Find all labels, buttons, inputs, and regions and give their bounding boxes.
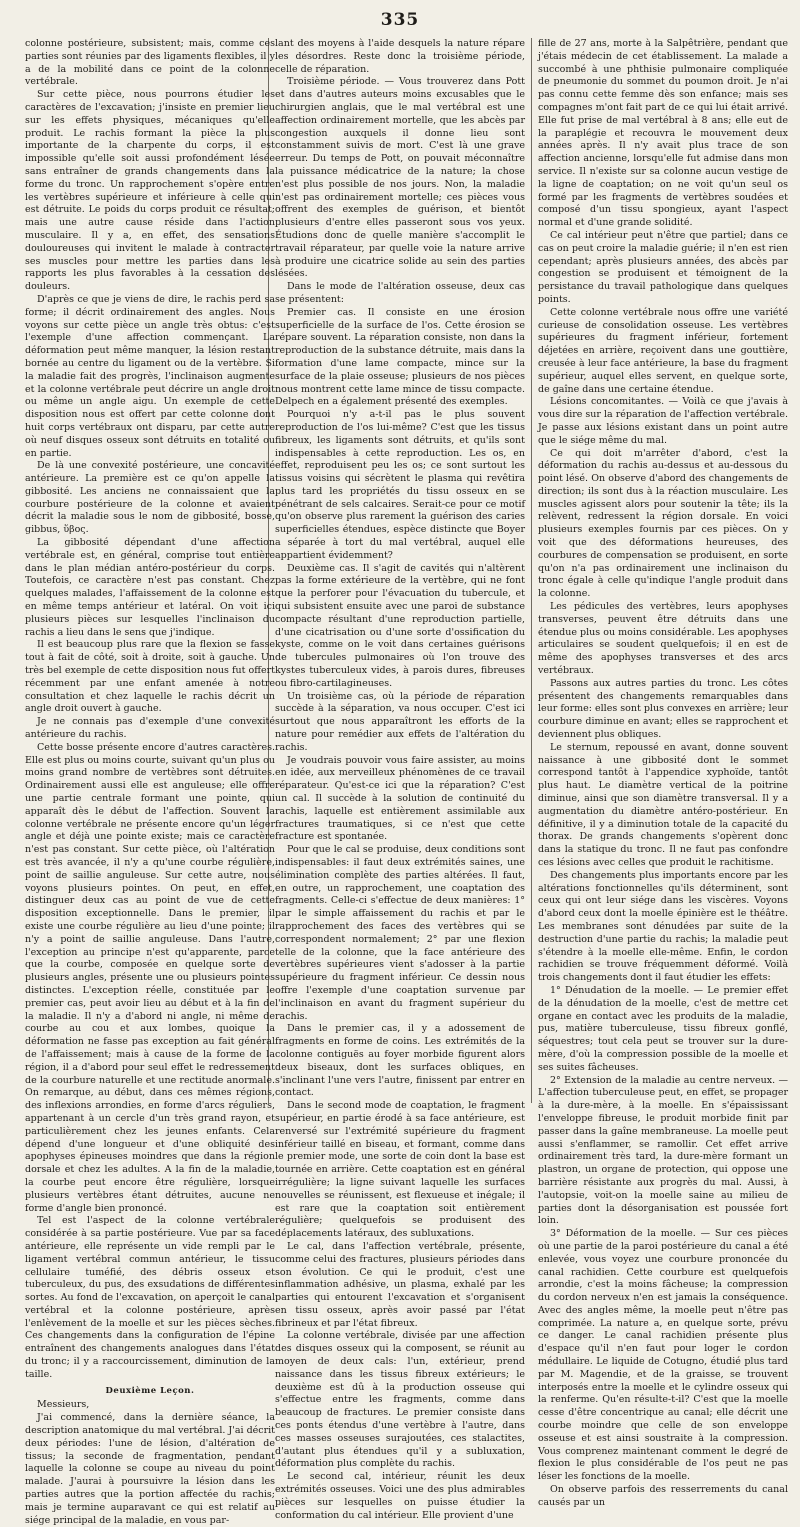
paragraph: Sur cette pièce, nous pourrons étudier les caractères de l'excavation; j'insiste en premier lieu sur les effets physiques, mécaniques qu'elle produit. Le rachis formant la pièce la plus importante de la charpente du corps, il est impossible qu'elle soit aussi profondément lésée sans entraîner de grands changements dans la forme du tronc. Un rapprochement s'opère entre les vertèbres supérieure et inférieure à celle qui est détruite. Le poids du corps produit ce résultat; mais une autre cause réside dans l'action musculaire. Il y a, en effet, des sensations douloureuses qui invitent le malade à contracter ses muscles pour mettre les parties dans les rapports les plus favorables à la cessation des douleurs.: [25, 89, 275, 293]
paragraph: Tel est l'aspect de la colonne vertébrale considérée à sa partie postérieure. Vue par sa face antérieure, elle représente un vide rempli par le ligament vertébral commun antérieur, le tissu cellulaire tuméfié, des débris osseux et tuberculeux, du pus, des exsudations de différentes sortes. Au fond de l'excavation, on aperçoit le canal vertébral et la colonne postérieure, après l'enlèvement de la moelle et sur les pièces sèches. Ces changements dans la configuration de l'épine entraînent des changements analogues dans l'état du tronc; il y a raccourcissement, diminution de la taille.: [25, 1215, 275, 1380]
paragraph: 2° Extension de la maladie au centre nerveux. — L'affection tuberculeuse peut, en effet, se propager à la dure-mère, à la moelle. En s'épaississant l'enveloppe fibreuse, le produit morbide finit par passer dans la gaîne membraneuse. La moelle peut aussi s'enflammer, se ramollir. Cet effet arrive ordinairement très tard, la dure-mère formant un plastron, un organe de protection, qui oppose une barrière résistante aux progrès du mal. Aussi, à l'autopsie, voit-on la moelle saine au milieu de parties dont la désorganisation est poussée fort loin.: [538, 1074, 788, 1227]
paragraph: Dans le second mode de coaptation, le fragment supérieur, en partie érodé à sa face antérieure, est renversé sur l'extrémité supérieure du fragment inférieur taillé en biseau, et formant, comme dans le premier mode, une sorte de coin dont la base est tournée en arrière. Cette coaptation est en général irrégulière; la ligne suivant laquelle les surfaces nouvelles se réunissent, est flexueuse et inégale; il est rare que la coaptation soit entièrement régulière; quelquefois se produisent des déplacements latéraux, des subluxations.: [275, 1100, 525, 1240]
middle-column: [275, 38, 525, 1521]
paragraph: Dans le premier cas, il y a adossement de fragments en forme de coins. Les extrémités de la colonne contiguës au foyer morbide figurent alors deux biseaux, dont les surfaces obliques, en s'inclinant l'une vers l'autre, finissent par entrer en contact.: [275, 1023, 525, 1099]
paragraph: colonne postérieure, subsistent; mais, comme ces parties sont réunies par des ligaments flexibles, il y a de la mobilité dans ce point de la colonne vertébrale.: [25, 38, 275, 88]
paragraph: Cette bosse présente encore d'autres caractères. Elle est plus ou moins courte, suivant qu'un plus ou moins grand nombre de vertèbres sont détruites. Ordinairement aussi elle est anguleuse; elle offre une partie centrale formant une pointe, qui apparaît dès le début de l'affection. Souvent la colonne vertébrale ne présente encore qu'un léger angle et déjà une pointe existe; mais ce caractère n'est pas constant. Sur cette pièce, où l'altération est très avancée, il n'y a qu'une courbe régulière, point de saillie anguleuse. Sur cette autre, nous voyons plusieurs pointes. On peut, en effet, distinguer deux cas au point de vue de cette disposition exceptionnelle. Dans le premier, il existe une courbe régulière au lieu d'une pointe; il n'y a point de saillie anguleuse. Dans l'autre, l'exception au principe n'est qu'apparente, parce que la courbe, composée en quelque sorte de plusieurs angles, présente une ou plusieurs pointes distinctes. L'exception réelle, constituée par le premier cas, peut avoir lieu au début et à la fin de la maladie. Il n'y a d'abord ni angle, ni même de courbe au cou et aux lombes, quoique la déformation ne fasse pas exception au fait général de l'affaissement; mais à cause de la forme de la région, il a d'abord pour seul effet le redressement de la courbure naturelle et une rectitude anormale. On remarque, au début, dans ces mêmes régions, des inflexions arrondies, en forme d'arcs réguliers, appartenant à un cercle d'un très grand rayon, et particulièrement chez les jeunes enfants. Cela dépend d'une longueur et d'une obliquité des apophyses épineuses moindres que dans la région dorsale et chez les adultes. A la fin de la maladie, la courbe peut encore être régulière, lorsque plusieurs vertèbres étant détruites, aucune ne forme d'angle bien prononcé.: [25, 741, 275, 1214]
paragraph: Un troisième cas, où la période de réparation succède à la séparation, va nous occuper. C'est ici surtout que nous apparaîtront les efforts de la nature pour remédier aux effets de l'altération du rachis.: [275, 690, 525, 753]
left-column: [25, 38, 275, 1526]
lecon-heading: Deuxième Leçon.: [105, 1385, 195, 1396]
paragraph: Des changements plus importants encore par les altérations fonctionnelles qu'ils déterminent, sont ceux qui ont leur siége dans les viscères. Voyons d'abord ceux dont la moelle épinière est le théâtre. Les membranes sont dénudées par suite de la destruction d'une partie du rachis; la maladie peut s'étendre à la moelle elle-même. Enfin, le cordon rachidien se trouve fréquemment déformé. Voilà trois changements dont il faut étudier les effets:: [538, 869, 788, 984]
paragraph: D'après ce que je viens de dire, le rachis perd sa forme; il décrit ordinairement des angles. Nous voyons sur cette pièce un angle très obtus: c'est l'exemple d'une affection commençant. La déformation peut même manquer, la lésion restant bornée au centre du ligament ou de la vertèbre. Si la maladie fait des progrès, l'inclinaison augmente et la colonne vertébrale peut décrire un angle droit ou même un angle aigu. Un exemple de cette disposition nous est offert par cette colonne dont huit corps vertébraux ont disparu, par cette autre où neuf disques osseux sont détruits en totalité ou en partie.: [25, 293, 275, 459]
paragraph: On observe parfois des resserrements du canal causés par un: [538, 1484, 788, 1508]
paragraph: Ce cal intérieur peut n'être que partiel; dans ce cas on peut croire la maladie guérie; il n'en est rien cependant; après plusieurs années, des abcès par congestion se produisent et témoignent de la persistance du travail pathologique dans quelques points.: [538, 229, 788, 305]
paragraph: Lésions concomitantes. — Voilà ce que j'avais à vous dire sur la réparation de l'affection vertébrale. Je passe aux lésions existant dans un point autre que le siége même du mal.: [538, 396, 788, 446]
paragraph: lant des moyens à l'aide desquels la nature répare les désordres. Reste donc la troisième période, celle de réparation.: [275, 38, 525, 75]
paragraph: Pourquoi n'y a-t-il pas le plus souvent reproduction de l'os lui-même? C'est que les tissus fibreux, les ligaments sont détruits, et qu'ils sont indispensables à cette reproduction. Les os, en effet, reproduisent peu les os; ce sont surtout les tissus voisins qui sécrètent le plasma qui revêtira plus tard les propriétés du tissu osseux en se pénétrant de sels calcaires. Serait-ce pour ce motif qu'on observe plus rarement la guérison des caries superficielles étendues, espèce distincte que Boyer a séparée à tort du mal vertébral, auquel elle appartient évidemment?: [275, 409, 525, 561]
paragraph: Le cal, dans l'affection vertébrale, présente, comme celui des fractures, plusieurs périodes dans son évolution. Ce qui le produit, c'est une inflammation adhésive, un plasma, exhalé par les parties qui entourent l'excavation et s'organisent en tissu osseux, après avoir passé par l'état fibrineux et par l'état fibreux.: [275, 1240, 525, 1329]
paragraph: La colonne vertébrale, divisée par une affection des disques osseux qui la composent, se réunit au moyen de deux cals: l'un, extérieur, prend naissance dans les tissus fibreux extérieurs; le deuxième est dû à la production osseuse qui s'effectue entre les fragments, comme dans beaucoup de fractures. Le premier consiste dans ces ponts étendus d'une vertèbre à l'autre, dans ces masses osseuses surajoutées, ces stalactites, d'autant plus étendues qu'il y a subluxation, déformation plus complète du rachis.: [275, 1330, 525, 1470]
paragraph: 1° Dénudation de la moelle. — Le premier effet de la dénudation de la moelle, c'est de mettre cet organe en contact avec les produits de la maladie, pus, matière tuberculeuse, tissu fibreux gonflé, séquestres; tout cela peut se trouver sur la dure-mère, d'où la compression possible de la moelle et ses suites fâcheuses.: [538, 984, 788, 1073]
paragraph: Il est beaucoup plus rare que la flexion se fasse tout à fait de côté, soit à droite, soit à gauche. Un très bel exemple de cette disposition nous fut offert récemment par une enfant amenée à notre consultation et chez laquelle le rachis décrit un angle droit ouvert à gauche.: [25, 639, 275, 715]
paragraph: Cette colonne vertébrale nous offre une variété curieuse de consolidation osseuse. Les vertèbres supérieures du fragment inférieur, fortement déjetées en arrière, reçoivent dans une gouttière, creusée à leur face antérieure, la base du fragment supérieur, auquel elles servent, en quelque sorte, de gaîne dans une certaine étendue.: [538, 306, 788, 395]
paragraph: Je voudrais pouvoir vous faire assister, au moins en idée, aux merveilleux phénomènes de ce travail réparateur. Qu'est-ce ici que la réparation? C'est un cal. Il succède à la solution de continuité du rachis, laquelle est entièrement assimilable aux fractures traumatiques, si ce n'est que cette fracture est spontanée.: [275, 754, 525, 843]
page-number: 335: [380, 10, 420, 30]
paragraph: La gibbosité dépendant d'une affection vertébrale est, en général, comprise tout entière dans le plan médian antéro-postérieur du corps. Toutefois, ce caractère n'est pas constant. Chez quelques malades, l'affaissement de la colonne est en même temps antérieur et latéral. On voit ici plusieurs pièces sur lesquelles l'inclinaison du rachis a lieu dans le sens que j'indique.: [25, 537, 275, 638]
paragraph: Deuxième cas. Il s'agit de cavités qui n'altèrent pas la forme extérieure de la vertèbre, qui ne font que la perforer pour l'évacuation du tubercule, et qui subsistent ensuite avec une paroi de substance compacte résultant d'une reproduction partielle, d'une cicatrisation ou d'une sorte d'ossification du kyste, comme on le voit dans certaines guérisons de tubercules pulmonaires où l'on trouve des kystes tuberculeux vides, à parois dures, fibreuses ou fibro-cartilagineuses.: [275, 562, 525, 689]
paragraph: Premier cas. Il consiste en une érosion superficielle de la surface de l'os. Cette érosion se répare souvent. La réparation consiste, non dans la reproduction de la substance détruite, mais dans la formation d'une lame compacte, mince sur la surface de la plaie osseuse; plusieurs de nos pièces nous montrent cette lame mince de tissu compacte. Delpech en a également présenté des exemples.: [275, 306, 525, 408]
paragraph: Passons aux autres parties du tronc. Les côtes présentent des changements remarquables dans leur forme: elles sont plus convexes en arrière; leur courbure diminue en avant; elles se rapprochent et deviennent plus obliques.: [538, 677, 788, 741]
right-column: [538, 38, 788, 1508]
paragraph: Les pédicules des vertèbres, leurs apophyses transverses, peuvent être détruits dans une étendue plus ou moins considérable. Les apophyses articulaires se soudent quelquefois; il en est de même des apophyses transverses et des arcs vertébraux.: [538, 601, 788, 677]
paragraph: Le second cal, intérieur, réunit les deux extrémités osseuses. Voici une des plus admirables pièces sur lesquelles on puisse étudier la conformation du cal intérieur. Elle provient d'une: [275, 1471, 525, 1521]
paragraph: Dans le mode de l'altération osseuse, deux cas se présentent:: [275, 281, 525, 305]
paragraph: J'ai commencé, dans la dernière séance, la description anatomique du mal vertébral. J'ai décrit deux périodes: l'une de lésion, d'altération de tissus; la seconde de fragmentation, pendant laquelle la colonne se coupe au niveau du point malade. J'aurai à poursuivre la lésion dans les parties autres que la portion affectée du rachis; mais je termine auparavant ce qui est relatif au siége principal de la maladie, en vous par-: [25, 1412, 275, 1526]
paragraph: De là une convexité postérieure, une concavité antérieure. La première est ce qu'on appelle la gibbosité. Les anciens ne connaissaient que la courbure postérieure de la colonne et avaient décrit la maladie sous le nom de gibbosité, bosse, gibbus, ὕβος.: [25, 460, 275, 536]
salutation: Messieurs,: [37, 1399, 90, 1411]
column-divider: [531, 38, 532, 1103]
paragraph: Ce qui doit m'arrêter d'abord, c'est la déformation du rachis au-dessus et au-dessous du point lésé. On observe d'abord des changements de direction; ils sont dus à la réaction musculaire. Les muscles agissent alors pour soutenir la tête; ils la relèvent, redressent la région dorsale. En voici plusieurs exemples fournis par ces pièces. On y voit que des déformations heureuses, des courbures de compensation se produisent, en sorte qu'on n'a pas ordinairement une inclinaison du tronc égale à celle qu'indique l'angle produit dans la colonne.: [538, 447, 788, 600]
paragraph: Je ne connais pas d'exemple d'une convexité antérieure du rachis.: [25, 716, 275, 741]
paragraph: 3° Déformation de la moelle. — Sur ces pièces où une partie de la paroi postérieure du canal a été enlevée, vous voyez une courbure prononcée du canal rachidien. Cette courbure est quelquefois arrondie, c'est la moins fâcheuse; la compression du cordon nerveux n'en est jamais la conséquence. Avec des angles même, la moelle peut n'être pas comprimée. La nature a, en quelque sorte, prévu ce danger. Le canal rachidien présente plus d'espace qu'il n'en faut pour loger le cordon médullaire. Le liquide de Cotugno, étudié plus tard par M. Magendie, et de la graisse, se trouvent interposés entre la moelle et le cylindre osseux qui la renferme. Qu'en résulte-t-il? C'est que la moelle cesse d'être concentrique au canal; elle décrit une courbe moindre que celle de son enveloppe osseuse et est ainsi soustraite à la compression. Vous comprenez maintenant comment le degré de flexion le plus considérable de l'os peut ne pas léser les fonctions de la moelle.: [538, 1228, 788, 1483]
paragraph: Troisième période. — Vous trouverez dans Pott et dans d'autres auteurs moins excusables que le chirurgien anglais, que le mal vertébral est une affection ordinairement mortelle, que les abcès par congestion auxquels il donne lieu sont constamment suivis de mort. C'est là une grave erreur. Du temps de Pott, on pouvait méconnaître la puissance médicatrice de la nature; la chose n'est plus possible de nos jours. Non, la maladie n'est pas ordinairement mortelle; ces pièces vous offrent des exemples de guérison, et bientôt plusieurs d'entre elles passeront sous vos yeux. Étudions donc de quelle manière s'accomplit le travail réparateur, par quelle voie la nature arrive à produire une cicatrice solide au sein des parties lésées.: [275, 76, 525, 280]
paragraph: fille de 27 ans, morte à la Salpêtrière, pendant que j'étais médecin de cet établissement. La malade a succombé à une phthisie pulmonaire compliquée de pneumonie du sommet du poumon droit. Je n'ai pas connu cette femme dès son enfance; mais ses compagnes m'ont fait part de ce qui lui était arrivé. Elle fut prise de mal vertébral à 8 ans; elle eut de la paraplégie et recouvra le mouvement deux années après. Il n'y avait plus trace de son affection ancienne, lorsqu'elle fut admise dans mon service. Il n'existe sur sa colonne aucun vestige de la ligne de coaptation; on ne voit qu'un seul os formé par les fragments de vertèbres soudées et composé d'un tissu spongieux, ayant l'aspect normal et d'une grande solidité.: [538, 38, 788, 229]
paragraph: Le sternum, repoussé en avant, donne souvent naissance à une gibbosité dont le sommet correspond tantôt à l'appendice xyphoïde, tantôt plus haut. Le diamètre vertical de la poitrine diminue, ainsi que son diamètre transversal. Il y a augmentation du diamètre antéro-postérieur. En définitive, il y a diminution totale de la capacité du thorax. De grands changements s'opèrent donc dans la statique du tronc. Il ne faut pas confondre ces lésions avec celles que produit le rachitisme.: [538, 741, 788, 868]
paragraph: Pour que le cal se produise, deux conditions sont indispensables: il faut deux extrémités saines, une élimination complète des parties altérées. Il faut, en outre, un rapprochement, une coaptation des fragments. Celle-ci s'effectue de deux manières: 1° par le simple affaissement du rachis et par le rapprochement des faces des vertèbres qui se correspondent normalement; 2° par une flexion telle de la colonne, que la face antérieure des vertèbres supérieures vient s'adosser à la partie supérieure du fragment inférieur. Ce dessin nous offre l'exemple d'une coaptation survenue par l'inclinaison en avant du fragment supérieur du rachis.: [275, 844, 525, 1022]
